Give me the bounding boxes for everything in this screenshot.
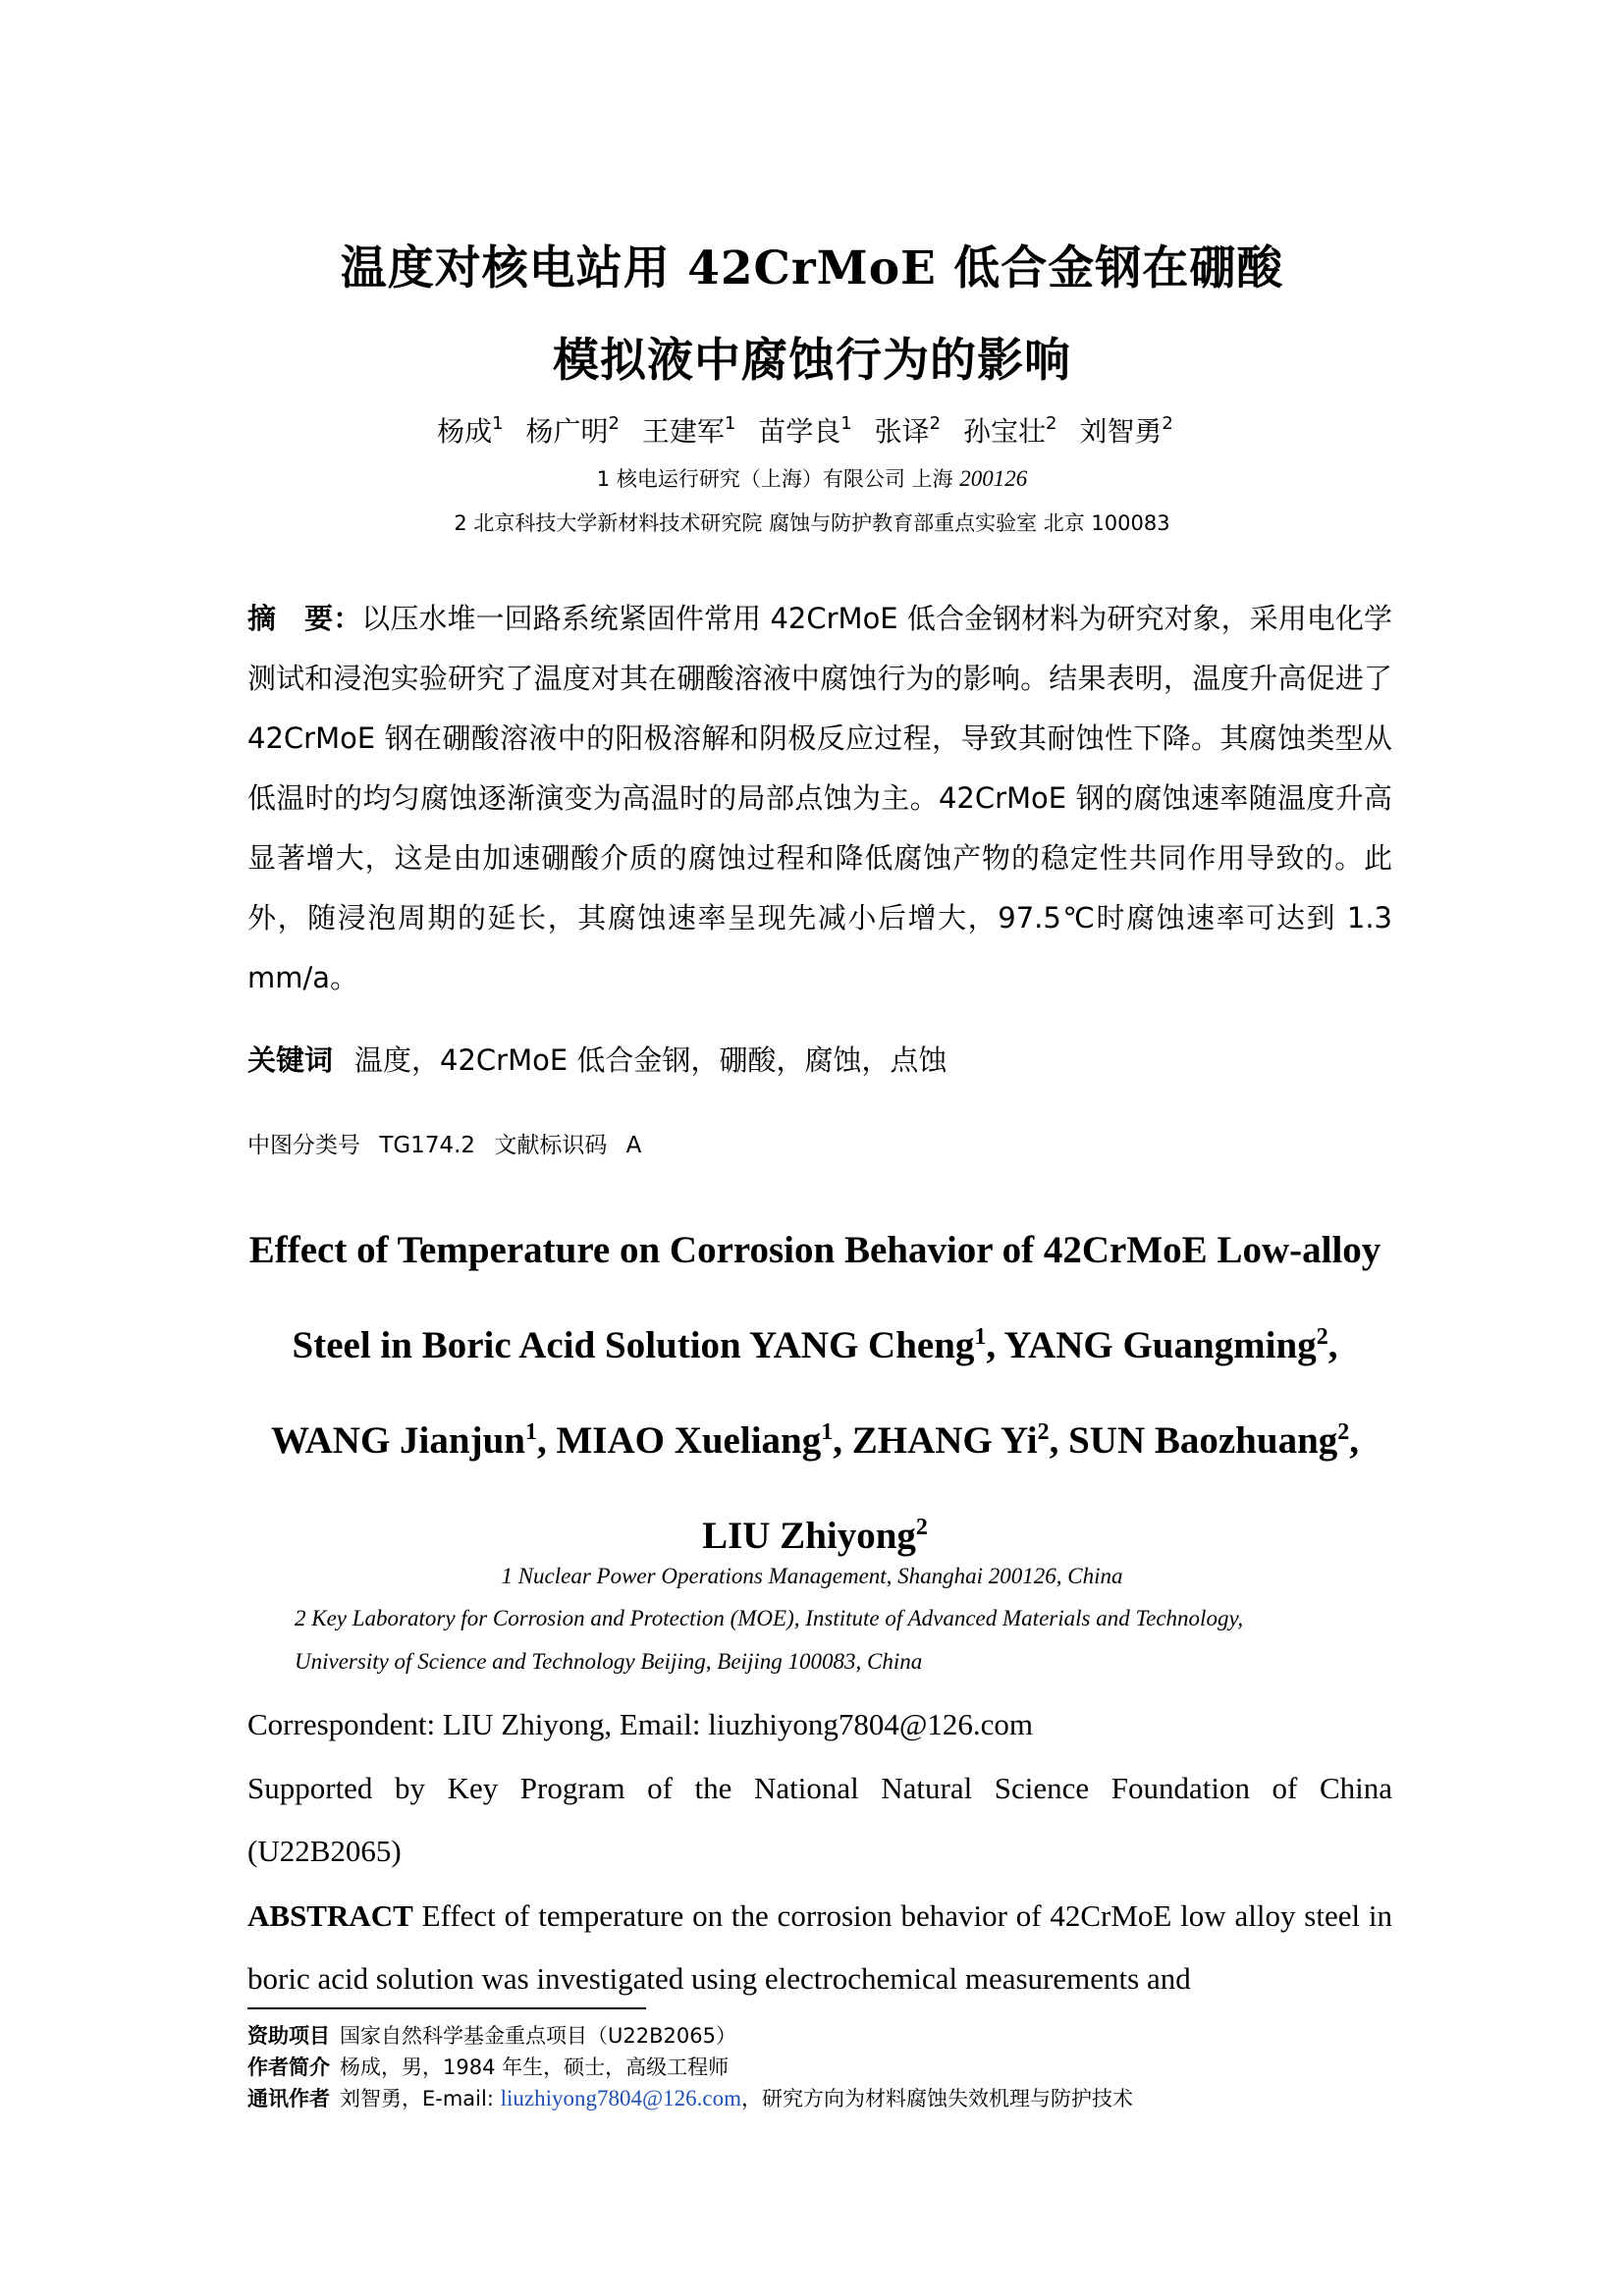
author-en-aff: 2 [1337,1419,1350,1445]
author-en: SUN Baozhuang [1068,1419,1338,1462]
keywords-zh [247,1039,947,1079]
footnote-fund [247,2020,736,2050]
author-affiliation-mark: 2 [929,412,942,434]
supported-by: Supported by Key Program of the National Natural Science Foundation of China (U22B2065) [247,1771,1392,1868]
author-en-aff: 1 [524,1419,537,1445]
clc-label: 中图分类号 [247,1133,360,1158]
correspondent: Correspondent: LIU Zhiyong, Email: liuzhiyong7804@126.com [247,1707,1033,1741]
corr-email-link[interactable]: liuzhiyong7804@126.com [500,2086,742,2110]
classification-zh [247,1127,653,1159]
affiliation-en-1: 1 Nuclear Power Operations Management, Shanghai 200126, China [501,1564,1123,1588]
affiliation-en-2-line1: 2 Key Laboratory for Corrosion and Protection (MOE), Institute of Advanced Materials and Technology, [295,1606,1244,1630]
authors-zh [0,410,1624,450]
affiliation-en-2-line2: University of Science and Technology Beijing, Beijing 100083, China [295,1649,923,1674]
author-affiliation-mark: 2 [608,412,620,434]
author-en: MIAO Xueliang [556,1419,822,1462]
abstract-zh [247,589,1392,1008]
author-en-aff: 1 [974,1324,987,1350]
bio-text: 杨成，男，1984 年生，硕士，高级工程师 [340,2056,730,2079]
clc-value: TG174.2 [379,1133,476,1158]
affiliation-zh-1-text: 1 核电运行研究（上海）有限公司 上海 [596,467,953,491]
title-zh-line2: 模拟液中腐蚀行为的影响 [553,334,1071,388]
title-zh-line1: 温度对核电站用 42CrMoE 低合金钢在硼酸 [340,241,1284,295]
author-affiliation-mark: 1 [840,412,852,434]
affiliation-zh-2: 2 北京科技大学新材料技术研究院 腐蚀与防护教育部重点实验室 北京 100083 [454,511,1170,535]
affiliation-zh-1 [0,463,1624,493]
author-name: 杨广明 [525,415,609,448]
corr-rest: ，研究方向为材料腐蚀失效机理与防护技术 [741,2087,1134,2110]
author-name: 刘智勇 [1079,415,1163,448]
title-en: Effect of Temperature on Corrosion Behavior of 42CrMoE Low-alloy Steel in Boric Acid Solution YANG Cheng$^1$, YANG Guangming$^2$, WANG Jianjun$^1$, MIAO Xueliang$^1$, ZHANG Yi$^2$, SUN Baozhuang$^2$, LIU Zhiyong$^2$ [248,1229,1381,1557]
abstract-zh-text: 以压水堆一回路系统紧固件常用 42CrMoE 低合金钢材料为研究对象，采用电化学测试和浸泡实验研究了温度对其在硼酸溶液中腐蚀行为的影响。结果表明，温度升高促进了 42CrMoE 钢在硼酸溶液中的阳极溶解和阴极反应过程，导致其耐蚀性下降。其腐蚀类型从低温时的均匀腐蚀逐渐演变为高温时的局部点蚀为主。42CrMoE 钢的腐蚀速率随温度升高显著增大，这是由加速硼酸介质的腐蚀过程和降低腐蚀产物的稳定性共同作用导致的。此外，随浸泡周期的延长，其腐蚀速率呈现先减小后增大，97.5℃时腐蚀速率可达到 1.3 mm/a。 [247,602,1392,994]
bio-label: 作者简介 [247,2056,330,2079]
corr-label: 通讯作者 [247,2087,330,2110]
author-name: 王建军 [641,415,725,448]
author-en: ZHANG Yi [851,1419,1038,1462]
footnote-correspondent [247,2083,1133,2112]
abstract-en [247,1885,1392,2010]
author-affiliation-mark: 2 [1046,412,1057,434]
author-en-aff: 1 [821,1419,834,1445]
author-en: YANG Cheng [749,1324,975,1366]
title-en-line1: Effect of Temperature on Corrosion Behavior of 42CrMoE Low-alloy [248,1229,1381,1271]
footnote-author-bio [247,2052,729,2081]
author-en: LIU Zhiyong [702,1515,916,1557]
author-name: 杨成 [437,415,493,448]
author-affiliation-mark: 1 [492,412,504,434]
doc-code-value: A [625,1133,642,1158]
affiliation-zh-1-code: 200126 [959,466,1028,491]
author-en-aff: 2 [915,1515,928,1540]
keywords-zh-label: 关键词 [247,1043,334,1077]
title-en-line2: Steel in Boric Acid Solution [292,1324,741,1366]
author-en: WANG Jianjun [270,1419,525,1462]
fund-text: 国家自然科学基金重点项目（U22B2065） [340,2024,736,2048]
author-en-aff: 2 [1037,1419,1050,1445]
abstract-zh-label: 摘 要： [247,602,362,635]
author-en-aff: 2 [1316,1324,1328,1350]
author-en: YANG Guangming [1003,1324,1317,1366]
abstract-en-label: ABSTRACT [247,1898,413,1933]
keywords-zh-text: 温度，42CrMoE 低合金钢，硼酸，腐蚀，点蚀 [354,1043,947,1077]
footnote-divider [247,2007,646,2009]
corr-name: 刘智勇，E-mail: [340,2087,501,2110]
author-name: 孙宝壮 [963,415,1047,448]
abstract-en-text: Effect of temperature on the corrosion behavior of 42CrMoE low alloy steel in boric acid solution was investigated using electrochemical measurements and [247,1898,1392,1996]
author-affiliation-mark: 1 [724,412,736,434]
author-name: 苗学良 [758,415,841,448]
author-name: 张译 [874,415,930,448]
doc-code-label: 文献标识码 [494,1133,608,1158]
author-affiliation-mark: 2 [1162,412,1173,434]
fund-label: 资助项目 [247,2024,330,2048]
